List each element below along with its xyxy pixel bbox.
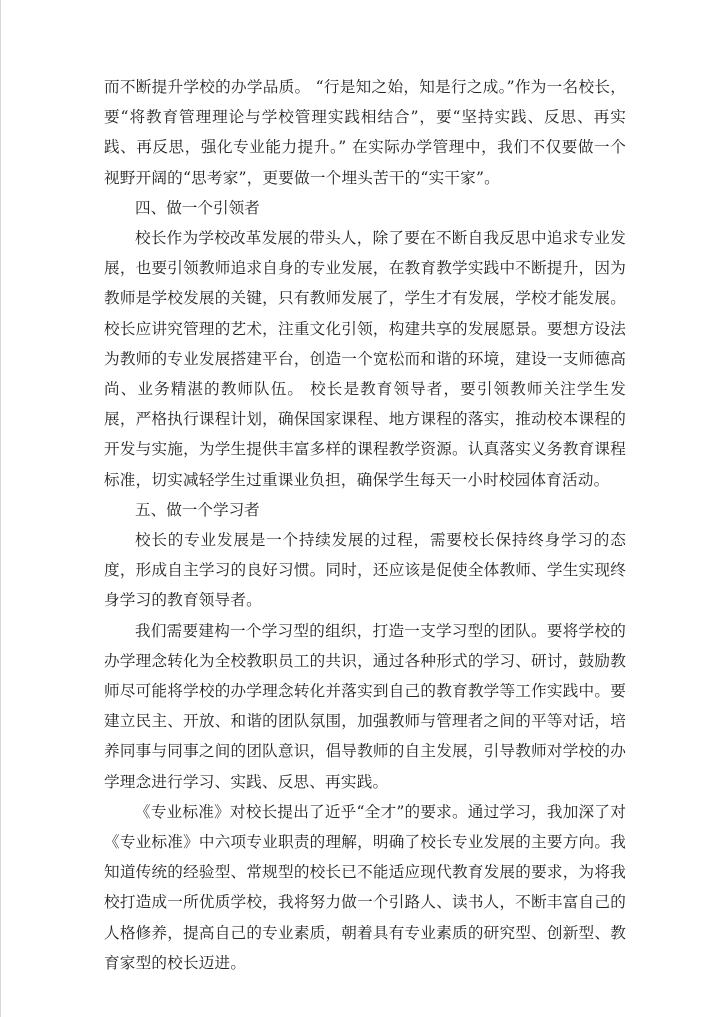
paragraph-learner-2: 我们需要建构一个学习型的组织，打造一支学习型的团队。要将学校的办学理念转化为全校教职员工的共识，通过各种形式的学习、研讨，鼓励教师尽可能将学校的办学理念转化并落实到自己的教育教学等工作实践中。要建立民主、开放、和谐的团队氛围，加强教师与管理者之间的平等对话，培养同事与同事之间的团队意识，倡导教师的自主发展，引导教师对学校的办学理念进行学习、实践、反思、再实践。: [104, 621, 626, 791]
paragraph-intro-continuation: 而不断提升学校的办学品质。 “行是知之始，知是行之成。”作为一名校长，要“将教育管理理论与学校管理实践相结合”，要“坚持实践、反思、再实践、再反思，强化专业能力提升。” 在实际办学管理中，我们不仅要做一个视野开阔的“思考家”，更要做一个埋头苦干的“实干家”。: [104, 78, 626, 187]
section-heading-leader: 四、做一个引领者: [135, 198, 260, 217]
document-page: [104, 72, 626, 978]
paragraph-learner-1: 校长的专业发展是一个持续发展的过程，需要校长保持终身学习的态度，形成自主学习的良好习惯。同时，还应该是促使全体教师、学生实现终身学习的教育领导者。: [104, 531, 626, 610]
page-edge: [0, 0, 1, 1017]
paragraph-learner-3: 《专业标准》对校长提出了近乎“全才”的要求。通过学习，我加深了对《专业标准》中六项专业职责的理解，明确了校长专业发展的主要方向。我知道传统的经验型、常规型的校长已不能适应现代教育发展的要求，为将我校打造成一所优质学校，我将努力做一个引路人、读书人，不断丰富自己的人格修养，提高自己的专业素质，朝着具有专业素质的研究型、创新型、教育家型的校长迈进。: [104, 802, 626, 972]
paragraph-leader: 校长作为学校改革发展的带头人，除了要在不断自我反思中追求专业发展，也要引领教师追求自身的专业发展，在教育教学实践中不断提升，因为教师是学校发展的关键，只有教师发展了，学生才有发展，学校才能发展。校长应讲究管理的艺术，注重文化引领，构建共享的发展愿景。要想方设法为教师的专业发展搭建平台，创造一个宽松而和谐的环境，建设一支师德高尚、业务精湛的教师队伍。 校长是教育领导者，要引领教师关注学生发展，严格执行课程计划，确保国家课程、地方课程的落实，推动校本课程的开发与实施，为学生提供丰富多样的课程教学资源。认真落实义务教育课程标准，切实减轻学生过重课业负担，确保学生每天一小时校园体育活动。: [104, 229, 626, 489]
section-heading-learner: 五、做一个学习者: [135, 500, 260, 519]
